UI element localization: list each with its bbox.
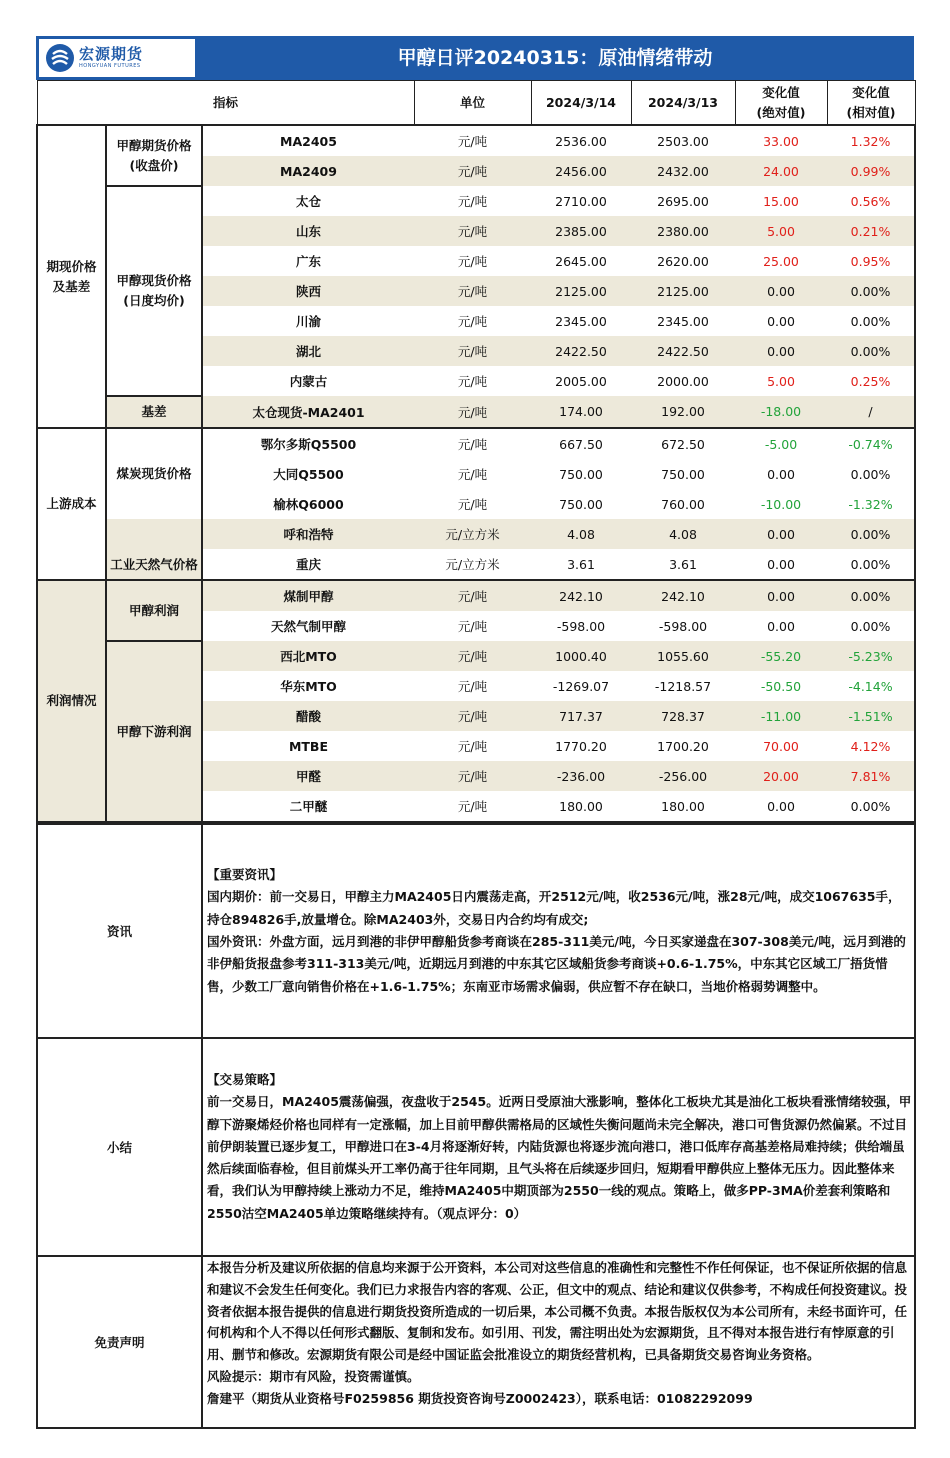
row-change-abs: 0.00 [735, 336, 827, 366]
subgroup-methanol-profit: 甲醇利润 [106, 580, 202, 641]
row-unit: 元/吨 [457, 254, 488, 269]
row-indicator-name: 二甲醚 [202, 791, 414, 822]
row-value-date2: 750.00 [661, 466, 705, 482]
row-change-rel: / [827, 396, 915, 428]
row-unit: 元/立方米 [414, 519, 531, 549]
row-unit: 元/吨 [414, 761, 531, 791]
row-indicator-name: 重庆 [202, 549, 414, 580]
row-indicator-name: 山东 [202, 216, 414, 246]
row-value-date2: 3.61 [631, 549, 735, 580]
row-value-date1: 3.61 [531, 549, 631, 580]
col-header-date1: 2024/3/14 [531, 81, 631, 126]
row-indicator-name: 榆林Q6000 [273, 497, 344, 512]
disclaimer-body [203, 1257, 914, 1410]
row-change-abs: 5.00 [735, 216, 827, 246]
row-unit: 元/立方米 [414, 549, 531, 580]
table-row [37, 641, 915, 671]
row-unit: 元/吨 [414, 641, 531, 671]
row-value-date1: 717.37 [531, 701, 631, 731]
row-value-date1: -236.00 [531, 761, 631, 791]
summary-text: 前一交易日，MA2405震荡偏强，夜盘收于2545。近两日受原油大涨影响，整体化工板块尤其是油化工板块看涨情绪较强，甲醇下游聚烯烃价格也同样有一定涨幅，加上目前甲醇供需格局的区域性失衡问题尚未完全解决，港口可售货源仍然偏紧。不过目前伊朗装置已逐步复工，甲醇进口在3-4月将逐渐好转，内陆货源也将逐步流向港口，港口低库存高基差格局难持续；供给端虽然后续面临春检，但目前煤头开工率仍高于往年同期，且气头将在后续逐步回归，短期看甲醇供应上整体无压力。因此整体来看，我们认为甲醇持续上涨动力不足，维持MA2405中期顶部为2550一线的观点。策略上，做多PP-3MA价差套利策略和2550沽空MA2405单边策略继续持有。（观点评分：0） [207, 1094, 912, 1221]
group-futures-spot-l2: 及基差 [52, 278, 91, 294]
row-indicator-name: MTBE [288, 738, 329, 754]
row-change-abs: 0.00 [735, 580, 827, 611]
row-value-date1: 2710.00 [555, 193, 607, 209]
disclaimer-text: 本报告分析及建议所依据的信息均来源于公开资料，本公司对这些信息的准确性和完整性不作任何保证，也不保证所依据的信息和建议不会发生任何变化。我们已力求报告内容的客观、公正，但文中的观点、结论和建议仅供参考，不构成任何投资建议。投资者依据本报告提供的信息进行期货投资所造成的一切后果，本公司概不负责。本报告版权仅为本公司所有，未经书面许可，任何机构和个人不得以任何形式翻版、复制和发布。如引用、刊发，需注明出处为宏源期货，且不得对本报告进行有悖原意的引用、删节和修改。宏源期货有限公司是经中国证监会批准设立的期货经营机构，已具备期货交易咨询业务资格。 [207, 1260, 908, 1363]
row-value-date2: -598.00 [658, 618, 708, 634]
row-indicator-name: 呼和浩特 [202, 519, 414, 549]
row-change-rel: 0.99% [827, 156, 915, 186]
row-change-rel: 7.81% [827, 761, 915, 791]
indicator-table [36, 80, 916, 823]
row-unit: 元/吨 [457, 619, 488, 634]
row-unit: 元/吨 [457, 467, 488, 482]
row-value-date2: 672.50 [661, 436, 705, 452]
row-value-date1: 750.00 [559, 466, 603, 482]
row-value-date2: -256.00 [631, 761, 735, 791]
summary-section [37, 1038, 915, 1256]
col-header-change-rel-l2: (相对值) [846, 104, 896, 120]
row-change-abs: -18.00 [735, 396, 827, 428]
row-value-date1: 2385.00 [531, 216, 631, 246]
row-change-rel: 0.00% [827, 459, 915, 489]
row-value-date1: 1770.20 [555, 738, 607, 754]
row-indicator-name: 广东 [295, 254, 321, 269]
row-indicator-name: 陕西 [202, 276, 414, 306]
row-value-date2: 2620.00 [657, 253, 709, 269]
row-unit: 元/吨 [414, 125, 531, 156]
report-header [36, 36, 914, 80]
row-change-abs: -11.00 [735, 701, 827, 731]
row-change-abs: 0.00 [767, 313, 795, 329]
col-header-change-abs-l2: (绝对值) [756, 104, 806, 120]
row-unit: 元/吨 [457, 497, 488, 512]
row-change-abs: 0.00 [735, 276, 827, 306]
row-unit: 元/吨 [457, 739, 488, 754]
row-change-abs: -5.00 [764, 436, 798, 452]
row-unit: 元/吨 [414, 701, 531, 731]
disclaimer-section [37, 1256, 915, 1428]
table-row [37, 396, 915, 428]
row-change-abs: -55.20 [735, 641, 827, 671]
row-value-date1: 174.00 [531, 396, 631, 428]
row-change-abs: 0.00 [735, 519, 827, 549]
logo-text-cn: 宏源期货 [79, 45, 144, 63]
row-unit: 元/吨 [457, 679, 488, 694]
row-value-date2: 728.37 [631, 701, 735, 731]
row-change-abs: 0.00 [735, 549, 827, 580]
row-change-rel: 0.00% [827, 791, 915, 822]
subgroup-spot-price-l1: 甲醇现货价格 [116, 273, 192, 288]
row-unit: 元/吨 [414, 396, 531, 428]
row-value-date2: 2695.00 [657, 193, 709, 209]
row-value-date1: -598.00 [556, 618, 606, 634]
row-indicator-name: 甲醛 [202, 761, 414, 791]
row-indicator-name: 太仓 [295, 194, 321, 209]
row-change-rel: 0.00% [827, 580, 915, 611]
summary-heading: 【交易策略】 [207, 1071, 283, 1087]
commentary-table [36, 823, 916, 1429]
hongyuan-logo-icon [45, 43, 75, 73]
row-indicator-name: 鄂尔多斯Q5500 [260, 437, 357, 452]
row-change-abs: -10.00 [760, 496, 802, 512]
row-change-rel: 0.95% [827, 246, 915, 276]
news-domestic: 国内期价：前一交易日，甲醇主力MA2405日内震荡走高，开2512元/吨，收2536元/吨，涨28元/吨，成交1067635手，持仓894826手,放量增仓。除MA2403外，交易日内合约均有成交; [207, 889, 901, 927]
row-indicator-name: 天然气制甲醇 [270, 619, 346, 634]
disclaimer-cell [202, 1256, 915, 1428]
group-profit: 利润情况 [37, 580, 106, 822]
row-unit: 元/吨 [457, 194, 488, 209]
col-header-change-rel [827, 81, 915, 126]
row-change-abs: 33.00 [735, 125, 827, 156]
row-change-rel: -1.51% [827, 701, 915, 731]
row-value-date1: 4.08 [531, 519, 631, 549]
news-heading: 【重要资讯】 [207, 867, 283, 883]
row-unit: 元/吨 [457, 314, 488, 329]
col-header-indicator: 指标 [37, 81, 414, 126]
table-row [37, 125, 915, 156]
col-header-date2: 2024/3/13 [631, 81, 735, 126]
row-value-date1: 242.10 [531, 580, 631, 611]
row-change-rel: 0.00% [827, 549, 915, 580]
summary-body [203, 1069, 914, 1225]
row-unit: 元/吨 [414, 216, 531, 246]
subgroup-spot-price-l2: (日度均价) [123, 293, 185, 308]
news-label: 资讯 [37, 824, 202, 1038]
disclaimer-label: 免责声明 [37, 1256, 202, 1428]
subgroup-futures-close-l1: 甲醇期货价格 [116, 137, 192, 153]
row-indicator-name: MA2409 [202, 156, 414, 186]
row-value-date1: 2345.00 [555, 313, 607, 329]
subgroup-gas: 工业天然气价格 [106, 519, 202, 580]
row-change-rel: 4.12% [827, 731, 915, 761]
news-body [203, 864, 914, 998]
row-change-rel: -1.32% [827, 489, 915, 519]
subgroup-futures-close-l2: (收盘价) [129, 157, 179, 173]
row-change-abs: 0.00 [767, 466, 795, 482]
row-indicator-name: 西北MTO [202, 641, 414, 671]
subgroup-spot-price [106, 186, 202, 396]
row-change-rel: 0.00% [827, 519, 915, 549]
row-change-rel: 0.56% [827, 186, 915, 216]
row-value-date2: -1218.57 [654, 678, 712, 694]
row-change-rel: -0.74% [827, 428, 915, 459]
row-value-date1: 667.50 [559, 436, 603, 452]
row-value-date1: 180.00 [531, 791, 631, 822]
company-logo [39, 39, 195, 77]
row-value-date1: -1269.07 [552, 678, 610, 694]
row-change-abs: 24.00 [735, 156, 827, 186]
row-value-date1: 2645.00 [555, 253, 607, 269]
row-unit: 元/吨 [414, 580, 531, 611]
row-change-abs: 20.00 [735, 761, 827, 791]
row-value-date1: 2005.00 [555, 373, 607, 389]
col-header-unit: 单位 [414, 81, 531, 126]
row-change-abs: 15.00 [763, 193, 799, 209]
news-foreign: 国外资讯：外盘方面，远月到港的非伊甲醇船货参考商谈在285-311美元/吨，今日买家递盘在307-308美元/吨，远月到港的非伊船货报盘参考311-313美元/吨，近期远月到港的中东其它区域船货参考商谈+0.6-1.75%，中东其它区域工厂捂货惜售，少数工厂意向销售价格在+1.6-1.75%；东南亚市场需求偏弱，供应暂不存在缺口，当地价格弱势调整中。 [207, 934, 906, 994]
row-unit: 元/吨 [457, 437, 488, 452]
row-value-date1: 2456.00 [531, 156, 631, 186]
row-unit: 元/吨 [414, 791, 531, 822]
row-indicator-name: 醋酸 [202, 701, 414, 731]
row-change-abs: 70.00 [763, 738, 799, 754]
group-upstream: 上游成本 [37, 428, 106, 580]
row-indicator-name: 湖北 [202, 336, 414, 366]
row-change-rel: 0.00% [827, 336, 915, 366]
row-indicator-name: MA2405 [202, 125, 414, 156]
row-value-date2: 1700.20 [657, 738, 709, 754]
row-indicator-name: 大同Q5500 [273, 467, 344, 482]
row-change-rel: 0.00% [827, 611, 915, 641]
row-value-date1: 1000.40 [531, 641, 631, 671]
row-value-date2: 192.00 [631, 396, 735, 428]
row-change-rel: -4.14% [827, 671, 915, 701]
row-value-date2: 242.10 [631, 580, 735, 611]
row-value-date2: 4.08 [631, 519, 735, 549]
row-change-abs: 0.00 [735, 791, 827, 822]
row-value-date2: 2000.00 [657, 373, 709, 389]
row-change-abs: 25.00 [763, 253, 799, 269]
row-value-date2: 2422.50 [631, 336, 735, 366]
subgroup-futures-close [106, 125, 202, 186]
row-unit: 元/吨 [414, 156, 531, 186]
row-value-date2: 1055.60 [631, 641, 735, 671]
col-header-change-rel-l1: 变化值 [852, 84, 890, 100]
row-change-rel: -5.23% [827, 641, 915, 671]
row-change-abs: -50.50 [760, 678, 802, 694]
row-unit: 元/吨 [414, 336, 531, 366]
summary-cell [202, 1038, 915, 1256]
row-change-rel: 0.21% [827, 216, 915, 246]
col-header-change-abs [735, 81, 827, 126]
subgroup-coal: 煤炭现货价格 [106, 428, 202, 519]
row-value-date1: 2125.00 [531, 276, 631, 306]
group-futures-spot-l1: 期现价格 [46, 258, 97, 274]
table-row [37, 519, 915, 549]
table-row [37, 186, 915, 216]
table-row [37, 580, 915, 611]
row-value-date2: 2432.00 [631, 156, 735, 186]
news-cell [202, 824, 915, 1038]
row-value-date2: 180.00 [631, 791, 735, 822]
row-change-rel: 0.00% [827, 276, 915, 306]
row-value-date2: 760.00 [661, 496, 705, 512]
row-indicator-name: 川渝 [295, 314, 321, 329]
row-unit: 元/吨 [414, 276, 531, 306]
row-change-rel: 1.32% [827, 125, 915, 156]
row-value-date2: 2503.00 [631, 125, 735, 156]
logo-text-en: HONGYUAN FUTURES [79, 63, 141, 69]
subgroup-basis: 基差 [106, 396, 202, 428]
table-row [37, 428, 915, 459]
col-header-change-abs-l1: 变化值 [762, 84, 800, 100]
risk-warning: 风险提示：期市有风险，投资需谨慎。 [207, 1368, 420, 1384]
row-value-date2: 2380.00 [631, 216, 735, 246]
row-indicator-name: 内蒙古 [289, 374, 328, 389]
summary-label: 小结 [37, 1038, 202, 1256]
report-title: 甲醇日评20240315：原油情绪带动 [397, 47, 713, 69]
group-futures-spot [37, 125, 106, 428]
row-value-date1: 2422.50 [531, 336, 631, 366]
table-header-row [37, 81, 915, 126]
author-info: 詹建平（期货从业资格号F0259856 期货投资咨询号Z0002423），联系电话：01082292099 [207, 1390, 753, 1406]
row-change-rel: 0.25% [827, 366, 915, 396]
row-change-abs: 0.00 [767, 618, 795, 634]
row-value-date2: 2345.00 [657, 313, 709, 329]
row-value-date1: 750.00 [559, 496, 603, 512]
row-value-date1: 2536.00 [531, 125, 631, 156]
row-indicator-name: 太仓现货-MA2401 [202, 396, 414, 428]
report-sheet [36, 36, 914, 1429]
subgroup-downstream-profit: 甲醇下游利润 [106, 641, 202, 822]
row-change-abs: 5.00 [767, 373, 795, 389]
row-indicator-name: 煤制甲醇 [202, 580, 414, 611]
row-value-date2: 2125.00 [631, 276, 735, 306]
row-indicator-name: 华东MTO [280, 679, 337, 694]
row-unit: 元/吨 [457, 374, 488, 389]
row-change-rel: 0.00% [827, 306, 915, 336]
news-section [37, 824, 915, 1038]
